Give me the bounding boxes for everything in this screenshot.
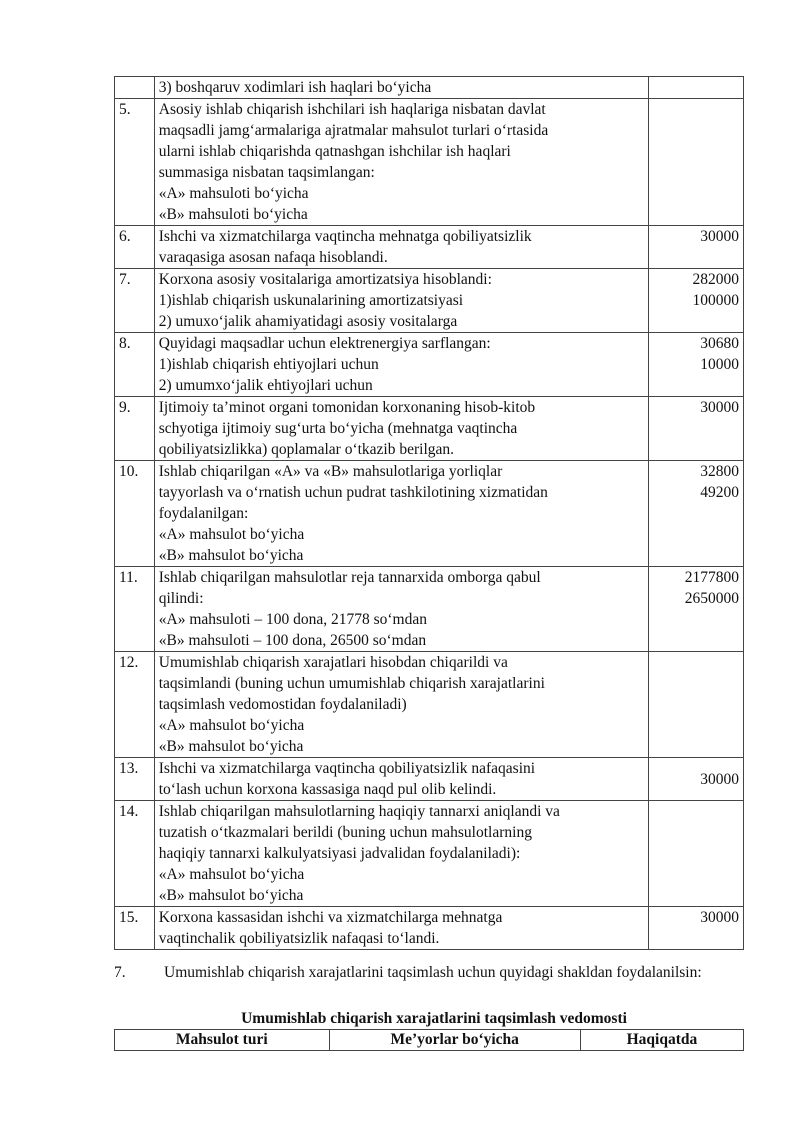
table-row <box>115 226 744 269</box>
row-number: 5. <box>115 99 155 226</box>
description-line: «A» mahsulot bo‘yicha <box>158 866 305 883</box>
header-actual: Haqiqatda <box>580 1030 743 1051</box>
description-line: Korxona kassasidan ishchi va xizmatchilarga mehnatga <box>158 909 503 926</box>
row-amount <box>649 907 744 950</box>
row-description <box>154 77 648 99</box>
note-number: 7. <box>114 964 126 981</box>
row-amount <box>649 652 744 758</box>
amount-value: 32800 <box>700 463 739 480</box>
description-line: haqiqiy tannarxi kalkulyatsiyasi jadvalidan foydalaniladi): <box>158 845 521 862</box>
description-line: Ishchi va xizmatchilarga vaqtincha qobiliyatsizlik nafaqasini <box>158 760 536 777</box>
description-line: 1)ishlab chiqarish uskunalarining amortizatsiyasi <box>158 292 464 309</box>
description-line: varaqasiga asosan nafaqa hisoblandi. <box>158 249 388 266</box>
description-line: to‘lash uchun korxona kassasiga naqd pul olib kelindi. <box>158 781 497 798</box>
row-number: 6. <box>115 226 155 269</box>
row-number: 9. <box>115 397 155 461</box>
description-line: 2) umuxo‘jalik ahamiyatidagi asosiy vositalarga <box>158 313 458 330</box>
description-line: vaqtinchalik qobiliyatsizlik nafaqasi to‘landi. <box>158 930 440 947</box>
row-number: 8. <box>115 333 155 397</box>
description-line: Asosiy ishlab chiqarish ishchilari ish haqlariga nisbatan davlat <box>158 101 546 118</box>
row-number: 12. <box>115 652 155 758</box>
header-by-norms: Me’yorlar bo‘yicha <box>329 1030 580 1051</box>
row-number: 15. <box>115 907 155 950</box>
amount-value: 30000 <box>700 909 739 926</box>
transactions-table <box>114 76 744 950</box>
row-description <box>154 226 648 269</box>
note-text: Umumishlab chiqarish xarajatlarini taqsimlash uchun quyidagi shakldan foydalanilsin: <box>164 964 702 981</box>
row-amount <box>649 567 744 652</box>
description-line: summasiga nisbatan taqsimlangan: <box>158 164 375 181</box>
amount-value: 30680 <box>700 335 739 352</box>
amount-value: 100000 <box>692 292 739 309</box>
description-line: «A» mahsuloti – 100 dona, 21778 so‘mdan <box>158 611 427 628</box>
amount-value: 2650000 <box>684 590 739 607</box>
amount-value: 49200 <box>700 484 739 501</box>
description-line: «B» mahsuloti – 100 dona, 26500 so‘mdan <box>158 632 427 649</box>
description-line: maqsadli jamg‘armalariga ajratmalar mahsulot turlari o‘rtasida <box>158 122 549 139</box>
description-line: Ishlab chiqarilgan mahsulotlar reja tannarxida omborga qabul <box>158 569 541 586</box>
row-amount <box>649 77 744 99</box>
table-row <box>115 461 744 567</box>
row-number <box>115 77 155 99</box>
table-row <box>115 333 744 397</box>
description-line: «A» mahsuloti bo‘yicha <box>158 185 309 202</box>
amount-value: 30000 <box>700 399 739 416</box>
amount-value: 282000 <box>692 271 739 288</box>
table-row <box>115 907 744 950</box>
row-number: 14. <box>115 801 155 907</box>
row-description <box>154 758 648 801</box>
description-line: «B» mahsulot bo‘yicha <box>158 887 304 904</box>
description-line: Quyidagi maqsadlar uchun elektrenergiya sarflangan: <box>158 335 491 352</box>
row-description <box>154 99 648 226</box>
amount-value: 30000 <box>700 770 739 788</box>
description-line: Ishlab chiqarilgan mahsulotlarning haqiqiy tannarxi aniqlandi va <box>158 803 560 820</box>
row-amount <box>649 269 744 333</box>
header-product-type: Mahsulot turi <box>115 1030 330 1051</box>
amount-value: 10000 <box>700 356 739 373</box>
row-description <box>154 801 648 907</box>
description-line: qilindi: <box>158 590 204 607</box>
row-description <box>154 333 648 397</box>
row-amount <box>649 333 744 397</box>
row-description <box>154 397 648 461</box>
table-row <box>115 397 744 461</box>
row-description <box>154 567 648 652</box>
description-line: Ishlab chiqarilgan «A» va «B» mahsulotlariga yorliqlar <box>158 463 503 480</box>
description-line: 2) umumxo‘jalik ehtiyojlari uchun <box>158 377 373 394</box>
description-line: Umumishlab chiqarish xarajatlari hisobdan chiqarildi va <box>158 654 508 671</box>
description-line: Ishchi va xizmatchilarga vaqtincha mehnatga qobiliyatsizlik <box>158 228 532 245</box>
row-number: 10. <box>115 461 155 567</box>
description-line: Korxona asosiy vositalariga amortizatsiya hisoblandi: <box>158 271 492 288</box>
description-line: taqsimlash vedomostidan foydalaniladi) <box>158 696 407 713</box>
description-line: «A» mahsulot bo‘yicha <box>158 717 305 734</box>
table-row <box>115 652 744 758</box>
table-row <box>115 801 744 907</box>
row-amount <box>649 758 744 801</box>
table-row <box>115 567 744 652</box>
description-line: «B» mahsulot bo‘yicha <box>158 738 304 755</box>
description-line: 1)ishlab chiqarish ehtiyojlari uchun <box>158 356 379 373</box>
table-row <box>115 77 744 99</box>
row-amount <box>649 801 744 907</box>
distribution-title: Umumishlab chiqarish xarajatlarini taqsimlash vedomosti <box>241 1010 627 1027</box>
description-line: «B» mahsuloti bo‘yicha <box>158 206 308 223</box>
description-line: «B» mahsulot bo‘yicha <box>158 547 304 564</box>
description-line: tuzatish o‘tkazmalari berildi (buning uchun mahsulotlarning <box>158 824 532 841</box>
row-number: 11. <box>115 567 155 652</box>
description-line: «A» mahsulot bo‘yicha <box>158 526 305 543</box>
description-line: foydalanilgan: <box>158 505 249 522</box>
amount-value: 30000 <box>700 228 739 245</box>
row-amount <box>649 461 744 567</box>
row-number: 13. <box>115 758 155 801</box>
instruction-note <box>114 962 744 984</box>
row-description <box>154 269 648 333</box>
amount-value: 2177800 <box>684 569 739 586</box>
description-line: schyotiga ijtimoiy sug‘urta bo‘yicha (mehnatga vaqtincha <box>158 420 518 437</box>
description-line: taqsimlandi (buning uchun umumishlab chiqarish xarajatlarini <box>158 675 545 692</box>
description-line: ularni ishlab chiqarishda qatnashgan ishchilar ish haqlari <box>158 143 511 160</box>
table-row <box>115 269 744 333</box>
row-description <box>154 907 648 950</box>
table-row <box>115 758 744 801</box>
description-line: qobiliyatsizlikka) qoplamalar o‘tkazib berilgan. <box>158 441 455 458</box>
row-amount <box>649 226 744 269</box>
description-line: 3) boshqaruv xodimlari ish haqlari bo‘yicha <box>158 79 432 96</box>
row-amount <box>649 397 744 461</box>
row-description <box>154 652 648 758</box>
row-amount <box>649 99 744 226</box>
description-line: Ijtimoiy ta’minot organi tomonidan korxonaning hisob-kitob <box>158 399 536 416</box>
row-number: 7. <box>115 269 155 333</box>
description-line: tayyorlash va o‘rnatish uchun pudrat tashkilotining xizmatidan <box>158 484 548 501</box>
distribution-header-row <box>115 1030 744 1051</box>
distribution-table <box>114 1029 744 1051</box>
row-description <box>154 461 648 567</box>
table-row <box>115 99 744 226</box>
